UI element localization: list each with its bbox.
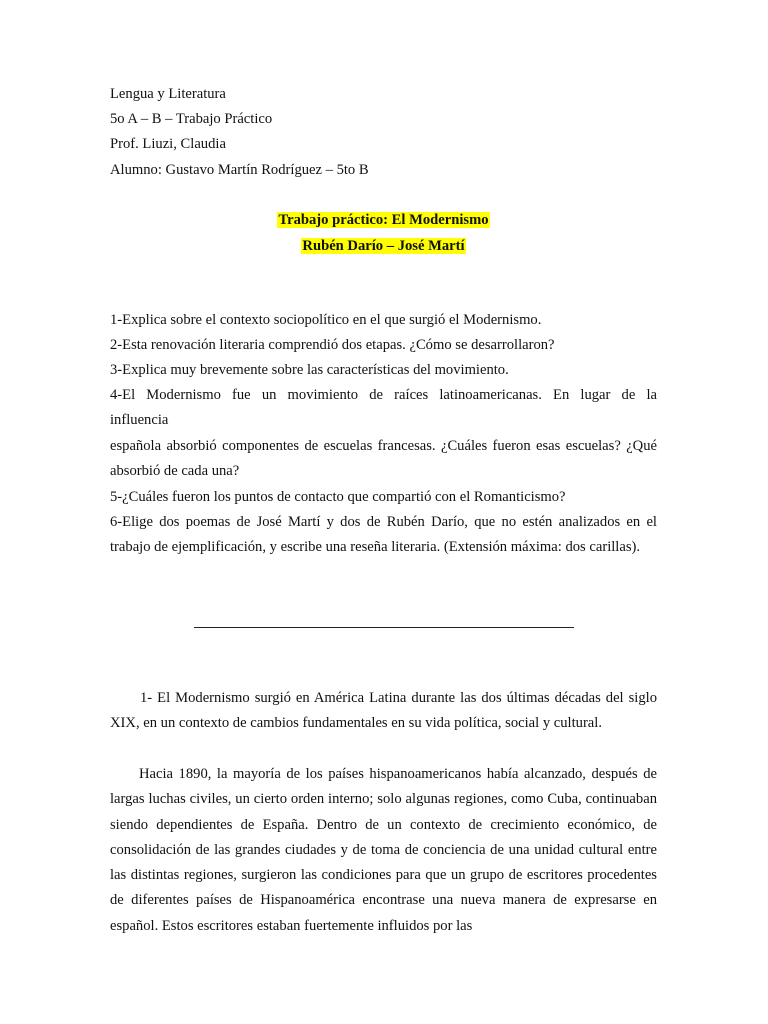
header-course: 5o A – B – Trabajo Práctico: [110, 111, 273, 127]
question-6: 6-Elige dos poemas de José Martí y dos de Rubén Darío, que no estén analizados en el trabajo de ejemplificación, y escribe una reseña literaria. (Extensión máxima: dos carillas).: [110, 514, 657, 556]
answer-1-paragraph-2: Hacia 1890, la mayoría de los países hispanoamericanos había alcanzado, después de largas luchas civiles, un cierto orden interno; solo algunas regiones, como Cuba, continuaban siendo dependientes de España. Dentro de un contexto de crecimiento económico, de consolidación de las grandes ciudades y de toma de conciencia de una unidad cultural entre las distintas regiones, surgieron las condiciones para que un grupo de escritores procedentes de diferentes países de Hispanoamérica encontrase una nueva manera de expresarse en español. Estos escritores estaban fuertemente influidos por las: [110, 766, 657, 934]
question-4-line-2: influencia: [110, 412, 169, 428]
question-4-continued: española absorbió componentes de escuelas francesas. ¿Cuáles fueron esas escuelas? ¿Qué absorbió de cada una?: [110, 438, 657, 480]
question-2: 2-Esta renovación literaria comprendió dos etapas. ¿Cómo se desarrollaron?: [110, 337, 555, 353]
header-teacher: Prof. Liuzi, Claudia: [110, 136, 226, 152]
question-3: 3-Explica muy brevemente sobre las características del movimiento.: [110, 362, 509, 378]
question-1: 1-Explica sobre el contexto sociopolítico en el que surgió el Modernismo.: [110, 312, 542, 328]
title-line-2: Rubén Darío – José Martí: [302, 238, 465, 254]
answer-1-paragraph-1: 1- El Modernismo surgió en América Latina durante las dos últimas décadas del siglo XIX, en un contexto de cambios fundamentales en su vida política, social y cultural.: [110, 690, 657, 732]
title-line-1: Trabajo práctico: El Modernismo: [278, 212, 489, 228]
section-divider: [194, 627, 574, 628]
question-4-line-1: 4-El Modernismo fue un movimiento de raíces latinoamericanas. En lugar de la: [110, 387, 657, 403]
question-5: 5-¿Cuáles fueron los puntos de contacto que compartió con el Romanticismo?: [110, 489, 566, 505]
header-subject: Lengua y Literatura: [110, 86, 226, 102]
header-student: Alumno: Gustavo Martín Rodríguez – 5to B: [110, 162, 369, 178]
